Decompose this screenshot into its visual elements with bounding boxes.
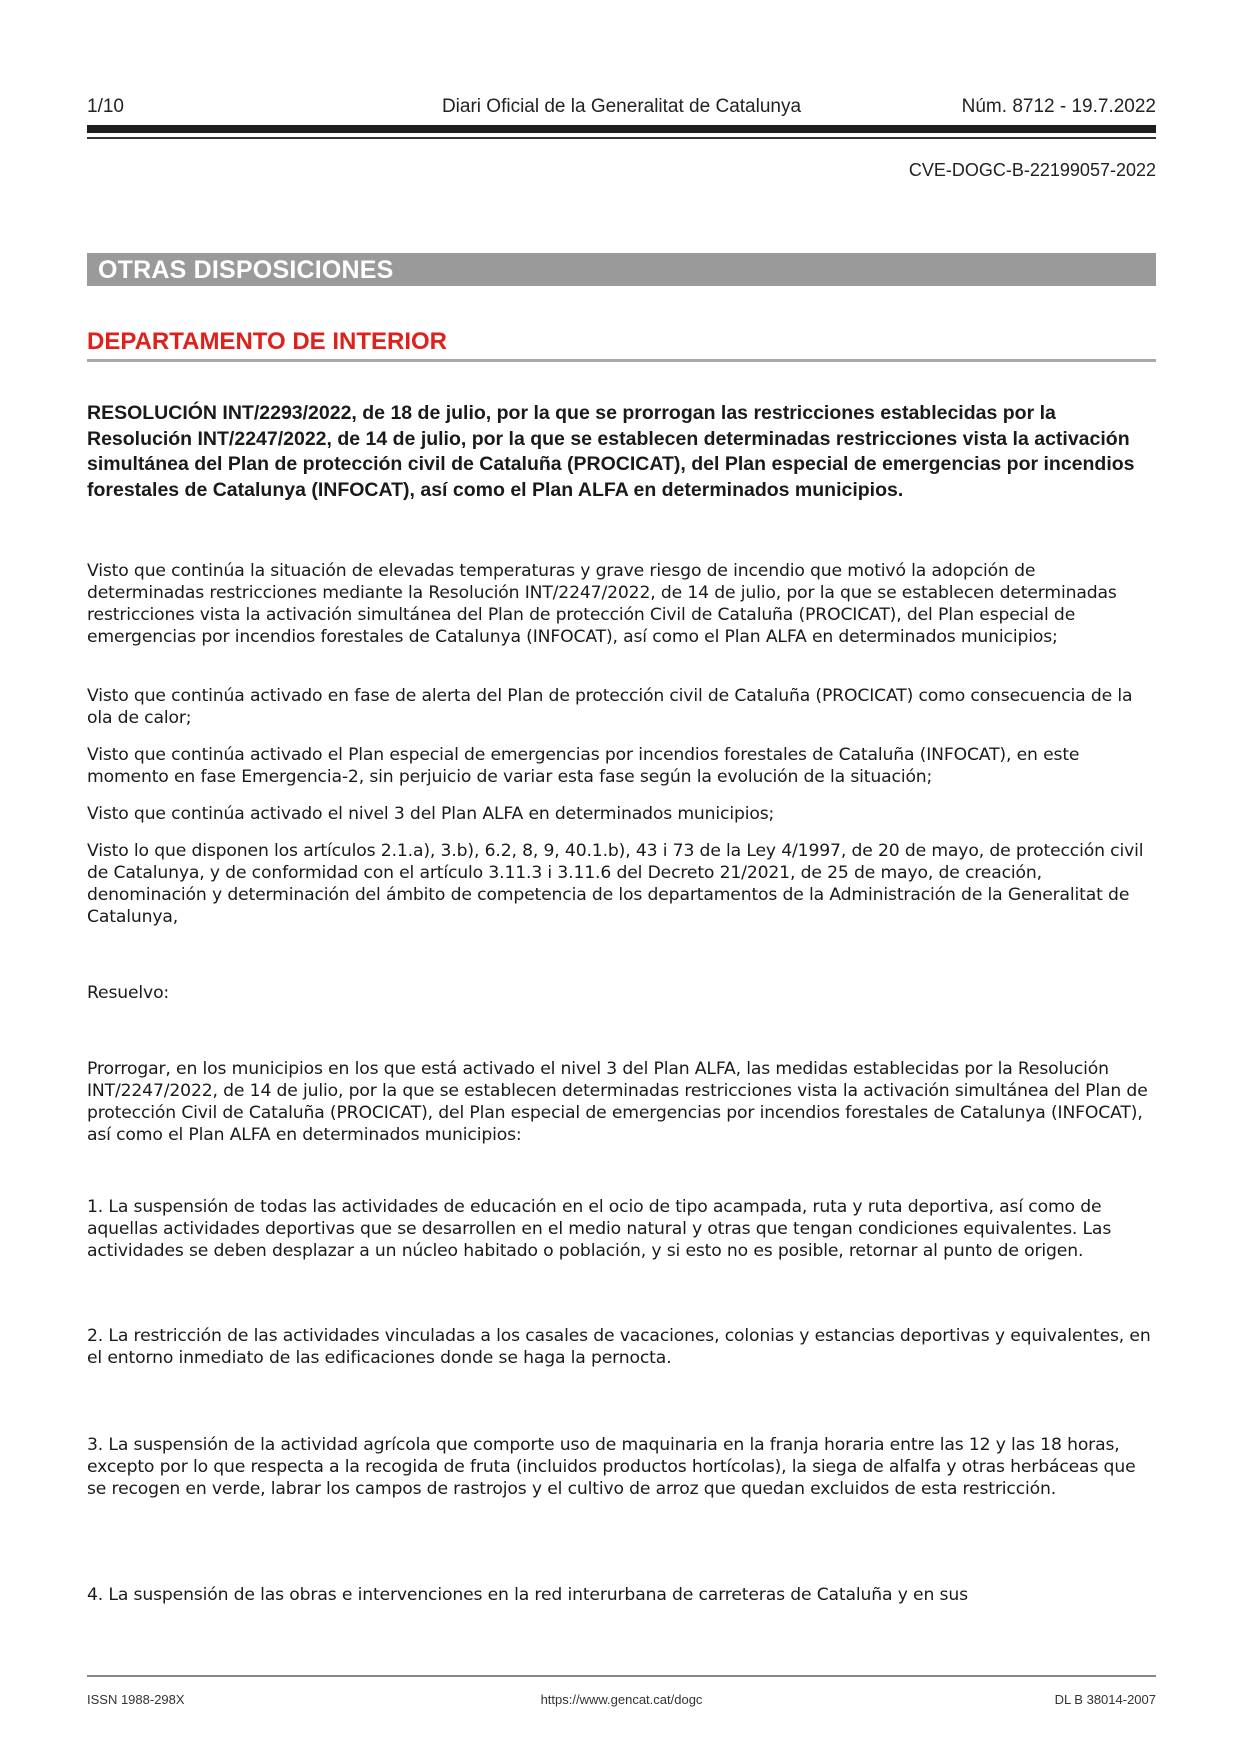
section-title: OTRAS DISPOSICIONES xyxy=(98,256,394,284)
footer-rule xyxy=(87,1675,1156,1677)
consideration-paragraph: Visto lo que disponen los artículos 2.1.a), 3.b), 6.2, 8, 9, 40.1.b), 43 i 73 de la Ley 4/1997, de 20 de mayo, de protección civil de Catalunya, y de conformidad con el artículo 3.11.3 i 3.11.6 del Decreto 21/2021, de 25 de mayo, de creación, denominación y determinación del ámbito de competencia de los departamentos de la Administración de la Generalitat de Catalunya, xyxy=(87,841,1144,927)
consideration-paragraph: Visto que continúa activado el nivel 3 del Plan ALFA en determinados municipios; xyxy=(87,804,775,824)
header-rule-thin xyxy=(87,137,1156,139)
cve-code: CVE-DOGC-B-22199057-2022 xyxy=(908,160,1156,180)
measure-item: 4. La suspensión de las obras e intervenciones en la red interurbana de carreteras de Cataluña y en sus xyxy=(87,1585,968,1605)
resolve-label: Resuelvo: xyxy=(87,983,170,1003)
issue-number-date: Núm. 8712 - 19.7.2022 xyxy=(961,96,1156,117)
page-number: 1/10 xyxy=(87,96,124,117)
header-rule-thick xyxy=(87,125,1156,133)
consideration-paragraph: Visto que continúa activado en fase de alerta del Plan de protección civil de Cataluña (PROCICAT) como consecuencia de la ola de calor; xyxy=(87,686,1133,728)
measure-item: 2. La restricción de las actividades vinculadas a los casales de vacaciones, colonias y estancias deportivas y equivalentes, en el entorno inmediato de las edificaciones donde se haga la pernocta. xyxy=(87,1326,1151,1368)
department-rule xyxy=(87,359,1156,362)
resolution-intro: Prorrogar, en los municipios en los que está activado el nivel 3 del Plan ALFA, las medidas establecidas por la Resolución INT/2247/2022, de 14 de julio, por la que se establecen determinadas restricciones vista la activación simultánea del Plan de protección Civil de Cataluña (PROCICAT), del Plan especial de emergencias por incendios forestales de Catalunya (INFOCAT), así como el Plan ALFA en determinados municipios: xyxy=(87,1059,1148,1145)
page-footer xyxy=(87,1692,1156,1708)
consideration-paragraph: Visto que continúa la situación de elevadas temperaturas y grave riesgo de incendio que motivó la adopción de determinadas restricciones mediante la Resolución INT/2247/2022, de 14 de julio, por la que se establecen determinadas restricciones vista la activación simultánea del Plan de protección Civil de Cataluña (PROCICAT), del Plan especial de emergencias por incendios forestales de Catalunya (INFOCAT), así como el Plan ALFA en determinados municipios; xyxy=(87,561,1117,647)
consideration-paragraph: Visto que continúa activado el Plan especial de emergencias por incendios forestales de Cataluña (INFOCAT), en este momento en fase Emergencia-2, sin perjuicio de variar esta fase según la evolución de la situación; xyxy=(87,745,1080,787)
footer-url[interactable]: https://www.gencat.cat/dogc xyxy=(540,1692,703,1707)
legal-deposit: DL B 38014-2007 xyxy=(1054,1692,1156,1707)
resolution-title: RESOLUCIÓN INT/2293/2022, de 18 de julio, por la que se prorrogan las restricciones establecidas por la Resolución INT/2247/2022, de 14 de julio, por la que se establecen determinadas restricciones vista la activación simultánea del Plan de protección civil de Cataluña (PROCICAT), del Plan especial de emergencias por incendios forestales de Catalunya (INFOCAT), así como el Plan ALFA en determinados municipios. xyxy=(87,402,1135,501)
department-heading: DEPARTAMENTO DE INTERIOR xyxy=(87,328,448,355)
publication-title: Diari Oficial de la Generalitat de Catalunya xyxy=(441,96,802,117)
page-header xyxy=(87,96,1156,120)
measure-item: 1. La suspensión de todas las actividades de educación en el ocio de tipo acampada, ruta y ruta deportiva, así como de aquellas actividades deportivas que se desarrollen en el medio natural y otras que tengan condiciones equivalentes. Las actividades se deben desplazar a un núcleo habitado o población, y si esto no es posible, retornar al punto de origen. xyxy=(87,1197,1112,1261)
document-page xyxy=(87,0,1156,1752)
issn: ISSN 1988-298X xyxy=(87,1692,185,1707)
section-banner xyxy=(87,253,1156,286)
measure-item: 3. La suspensión de la actividad agrícola que comporte uso de maquinaria en la franja horaria entre las 12 y las 18 horas, excepto por lo que respecta a la recogida de fruta (incluidos productos hortícolas), la siega de alfalfa y otras herbáceas que se recogen en verde, labrar los campos de rastrojos y el cultivo de arroz que quedan excluidos de esta restricción. xyxy=(87,1435,1136,1499)
